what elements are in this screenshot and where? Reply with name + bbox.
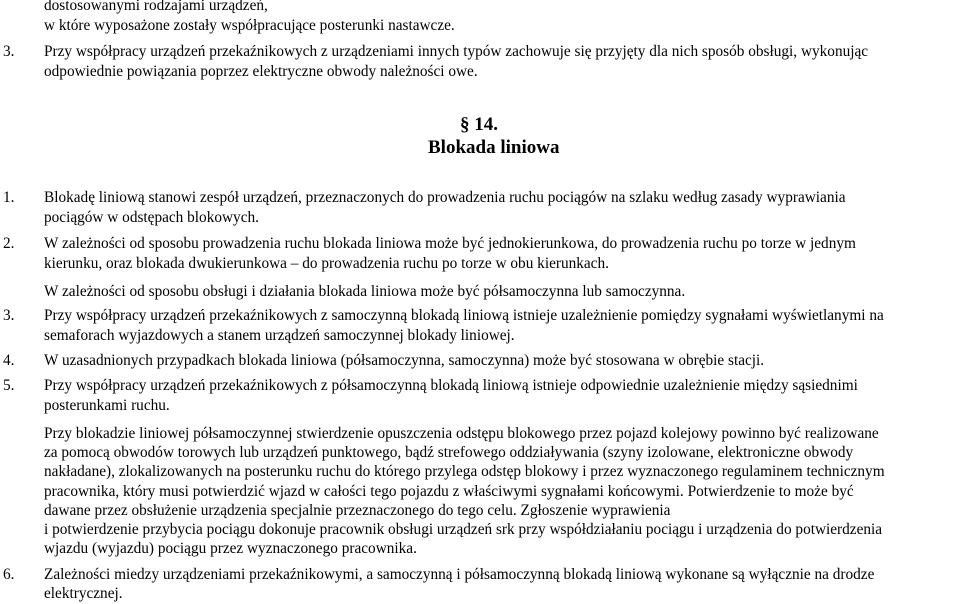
paragraph-line: odpowiednie powiązania poprzez elektryczne obwody należności owe.	[44, 63, 478, 80]
intro-line: dostosowanymi rodzajami urządzeń,	[44, 0, 268, 14]
intro-line: w które wyposażone zostały współpracujące posterunki nastawcze.	[44, 17, 455, 34]
paragraph-line: dawane przez obsłużenie urządzenia specjalnie przeznaczonego do tego celu. Zgłoszenie wyprawienia	[44, 502, 671, 519]
section-number: § 14.	[460, 114, 498, 135]
paragraph-line: Przy blokadzie liniowej półsamoczynnej stwierdzenie opuszczenia odstępu blokowego przez pojazd kolejowy powinno być realizowane	[44, 425, 879, 442]
paragraph-line: elektrycznej.	[44, 585, 123, 602]
item-number: 6.	[3, 566, 15, 583]
item-number: 3.	[3, 43, 15, 60]
paragraph-line: Blokadę liniową stanowi zespół urządzeń, przeznaczonych do prowadzenia ruchu pociągów na szlaku według zasady wyprawiania	[44, 189, 846, 206]
item-number: 4.	[3, 352, 15, 369]
paragraph-line: Przy współpracy urządzeń przekaźnikowych z samoczynną blokadą liniową istnieje uzależnienie pomiędzy sygnałami wyświetlanymi na	[44, 307, 884, 324]
paragraph-line: W zależności od sposobu obsługi i działania blokada liniowa może być półsamoczynna lub samoczynna.	[44, 283, 686, 300]
paragraph-line: pociągów w odstępach blokowych.	[44, 209, 259, 226]
paragraph-line: i potwierdzenie przybycia pociągu dokonuje pracownik obsługi urządzeń srk przy współdziałaniu pociągu i urządzenia do potwierdzenia	[44, 521, 883, 538]
paragraph-line: Zależności miedzy urządzeniami przekaźnikowymi, a samoczynną i półsamoczynną blokadą liniową wykonane są wyłącznie na drodze	[44, 566, 875, 583]
paragraph-line: pracownika, który musi potwierdzić wjazd w całości tego pojazdu z właściwymi sygnałami końcowymi. Potwierdzenie to może być	[44, 483, 854, 500]
paragraph-line: wjazdu (wyjazdu) pociągu przez wyznaczonego pracownika.	[44, 540, 417, 557]
item-number: 3.	[3, 307, 15, 324]
section-title: Blokada liniowa	[428, 137, 560, 158]
paragraph-line: nakładane), zlokalizowanych na posterunku ruchu do którego przylega odstęp blokowy i przez wyznaczonego regulaminem technicznym	[44, 463, 885, 480]
item-number: 1.	[3, 189, 15, 206]
paragraph-line: Przy współpracy urządzeń przekaźnikowych z urządzeniami innych typów zachowuje się przyjęty dla nich sposób obsługi, wykonując	[44, 43, 869, 60]
paragraph-line: Przy współpracy urządzeń przekaźnikowych z półsamoczynną blokadą liniową istnieje odpowiednie uzależnienie między sąsiednimi	[44, 377, 858, 394]
paragraph-line: semaforach wyjazdowych a stanem urządzeń samoczynnej blokady liniowej.	[44, 327, 515, 344]
paragraph-line: posterunkami ruchu.	[44, 397, 170, 414]
item-number: 2.	[3, 235, 15, 252]
paragraph-line: kierunku, oraz blokada dwukierunkowa – do prowadzenia ruchu po torze w obu kierunkach.	[44, 255, 609, 272]
item-number: 5.	[3, 377, 15, 394]
paragraph-line: W zależności od sposobu prowadzenia ruchu blokada liniowa może być jednokierunkowa, do prowadzenia ruchu po torze w jednym	[44, 235, 856, 252]
paragraph-line: za pomocą obwodów torowych lub urządzeń punktowego, bądź strefowego oddziaływania (szyny izolowane, elektroniczne obwody	[44, 444, 854, 461]
paragraph-line: W uzasadnionych przypadkach blokada liniowa (półsamoczynna, samoczynna) może być stosowana w obrębie stacji.	[44, 352, 765, 369]
